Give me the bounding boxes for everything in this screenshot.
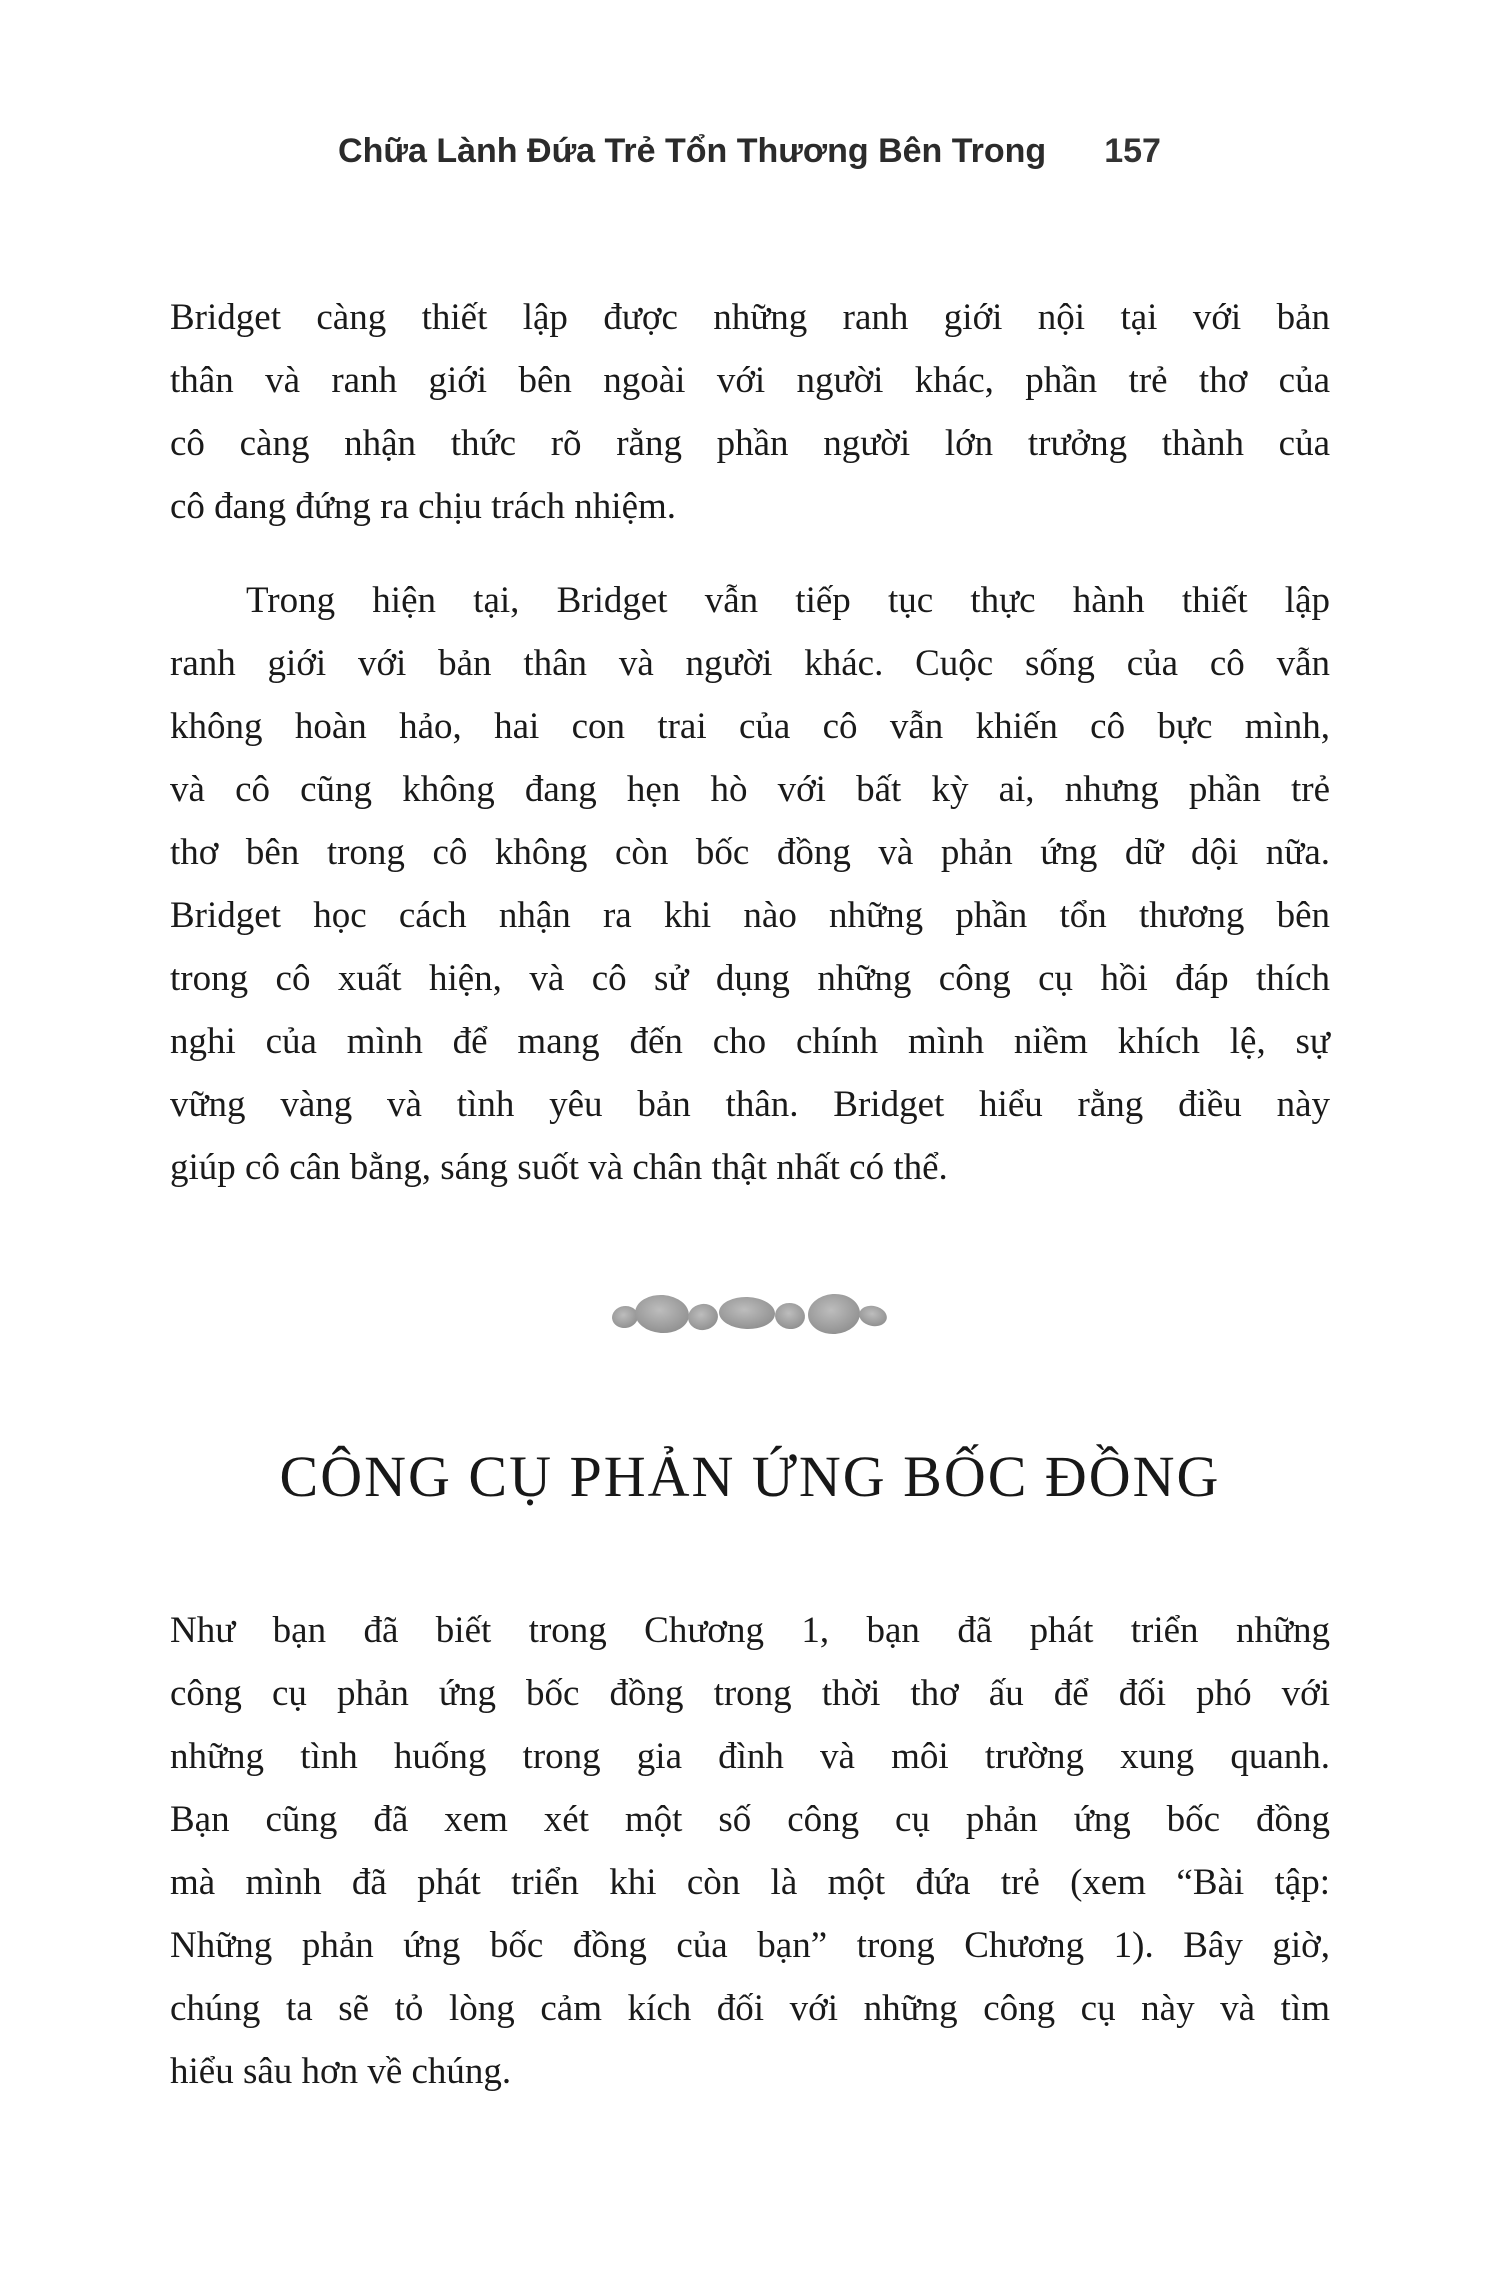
text-line: không hoàn hảo, hai con trai của cô vẫn khiến cô bực mình, [170,706,1330,747]
text-line: Bridget học cách nhận ra khi nào những phần tổn thương bên [170,895,1330,936]
text-line: trong cô xuất hiện, và cô sử dụng những công cụ hồi đáp thích [170,958,1330,999]
section-divider [170,1291,1330,1339]
text-line: Trong hiện tại, Bridget vẫn tiếp tục thực hành thiết lập [246,580,1330,621]
text-line: vững vàng và tình yêu bản thân. Bridget hiểu rằng điều này [170,1084,1330,1125]
page-number: 157 [1104,132,1161,170]
running-head-title-strong: Chữa Lành [338,132,518,170]
text-line: hiểu sâu hơn về chúng. [170,2051,512,2092]
text-line: thơ bên trong cô không còn bốc đồng và phản ứng dữ dội nữa. [170,832,1330,873]
text-line: chúng ta sẽ tỏ lòng cảm kích đối với những công cụ này và tìm [170,1988,1330,2029]
pebbles-divider-icon [609,1291,891,1339]
text-line: Như bạn đã biết trong Chương 1, bạn đã phát triển những [170,1610,1330,1651]
paragraph-2 [170,569,1330,1199]
text-line: mà mình đã phát triển khi còn là một đứa trẻ (xem “Bài tập: [170,1862,1330,1903]
text-line: ranh giới với bản thân và người khác. Cuộc sống của cô vẫn [170,643,1330,684]
text-line: cô đang đứng ra chịu trách nhiệm. [170,486,677,527]
paragraph-3 [170,1599,1330,2103]
text-block [170,286,1330,2103]
text-line: Bạn cũng đã xem xét một số công cụ phản ứng bốc đồng [170,1799,1330,1840]
section-heading: CÔNG CỤ PHẢN ỨNG BỐC ĐỒNG [279,1444,1221,1509]
text-line: Bridget càng thiết lập được những ranh giới nội tại với bản [170,297,1330,338]
text-line: những tình huống trong gia đình và môi trường xung quanh. [170,1736,1330,1777]
running-head [0,130,1499,172]
text-line: nghi của mình để mang đến cho chính mình niềm khích lệ, sự [170,1021,1330,1062]
text-line: công cụ phản ứng bốc đồng trong thời thơ ấu để đối phó với [170,1673,1330,1714]
text-line: giúp cô cân bằng, sáng suốt và chân thật nhất có thể. [170,1147,948,1188]
text-line: cô càng nhận thức rõ rằng phần người lớn trưởng thành của [170,423,1330,464]
text-line: và cô cũng không đang hẹn hò với bất kỳ ai, nhưng phần trẻ [170,769,1330,810]
running-head-title [338,130,1046,172]
text-line: thân và ranh giới bên ngoài với người khác, phần trẻ thơ của [170,360,1330,401]
running-head-title-rest: Đứa Trẻ Tổn Thương Bên Trong [517,132,1047,170]
text-line: Những phản ứng bốc đồng của bạn” trong Chương 1). Bây giờ, [170,1925,1330,1966]
paragraph-1 [170,286,1330,538]
